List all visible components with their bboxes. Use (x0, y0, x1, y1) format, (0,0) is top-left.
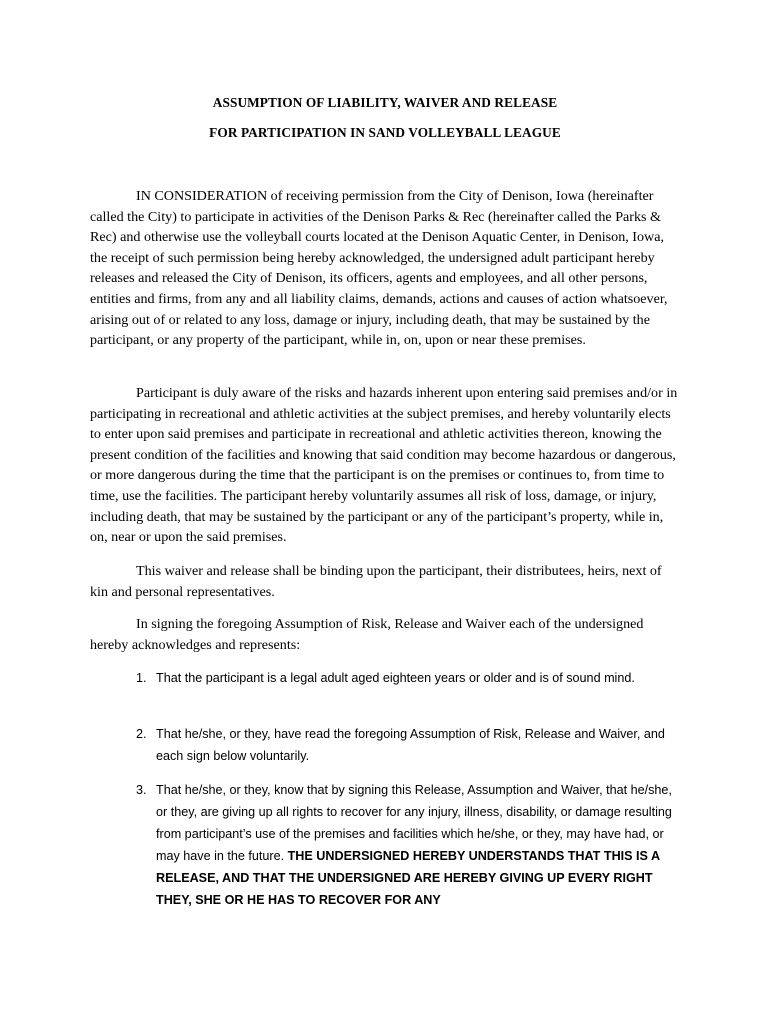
list-item-bold-text: THE UNDERSIGNED HEREBY UNDERSTANDS THAT THIS IS A RELEASE, AND THAT THE UNDERSIGNED ARE HEREBY GIVING UP EVERY RIGHT THEY, SHE OR HE HAS TO RECOVER FOR ANY (156, 849, 660, 907)
paragraph-binding: This waiver and release shall be binding upon the participant, their distributees, heirs, next of kin and personal representatives. (90, 563, 662, 600)
list-item-text: That he/she, or they, have read the foregoing Assumption of Risk, Release and Waiver, and each sign below voluntarily. (156, 727, 665, 763)
list-item (136, 779, 686, 911)
acknowledgement-list-item-1 (136, 667, 686, 689)
list-item (136, 723, 686, 767)
paragraph-consideration: IN CONSIDERATION of receiving permission from the City of Denison, Iowa (hereinafter called the City) to participate in activities of the Denison Parks & Rec (hereinafter called the Parks & Rec) and otherwise use the volleyball courts located at the Denison Aquatic Center, in Denison, Iowa, the receipt of such permission being hereby acknowledged, the undersigned adult participant hereby releases and released the City of Denison, its officers, agents and employees, and all other persons, entities and firms, from any and all liability claims, demands, actions and causes of action whatsoever, arising out of or related to any loss, damage or injury, including death, that may be sustained by the participant, or any property of the participant, while in, on, upon or near these premises. (90, 188, 668, 349)
list-item (136, 667, 686, 689)
list-item-number: 2. (136, 727, 147, 741)
list-item-text: That the participant is a legal adult aged eighteen years or older and is of sound mind. (156, 671, 635, 685)
list-item-number: 3. (136, 783, 147, 797)
list-item-text: That he/she, or they, know that by signing this Release, Assumption and Waiver, that he/she, or they, are giving up all rights to recover for any injury, illness, disability, or damage resulting from participant’s use of the premises and facilities which he/she, or they, may have had, or may have in the future. (156, 783, 672, 863)
paragraph-risks: Participant is duly aware of the risks and hazards inherent upon entering said premises and/or in participating in recreational and athletic activities at the subject premises, and hereby voluntarily elects to enter upon said premises and participate in recreational and athletic activities thereon, knowing the present condition of the facilities and knowing that said condition may become hazardous or dangerous, or more dangerous during the time that the participant is on the premises or continues to, from time to time, use the facilities. The participant hereby voluntarily assumes all risk of loss, damage, or injury, including death, that may be sustained by the participant or any of the participant’s property, while in, on, near or upon the said premises. (90, 385, 678, 546)
acknowledgement-list-item-2 (136, 723, 686, 767)
list-item-number: 1. (136, 671, 147, 685)
paragraph-acknowledgement: In signing the foregoing Assumption of Risk, Release and Waiver each of the undersigned hereby acknowledges and represents: (90, 616, 644, 653)
document-title-line-2: FOR PARTICIPATION IN SAND VOLLEYBALL LEAGUE (209, 125, 561, 140)
document-title-line-1: ASSUMPTION OF LIABILITY, WAIVER AND RELEASE (212, 95, 558, 110)
acknowledgement-list-item-3 (136, 779, 686, 911)
